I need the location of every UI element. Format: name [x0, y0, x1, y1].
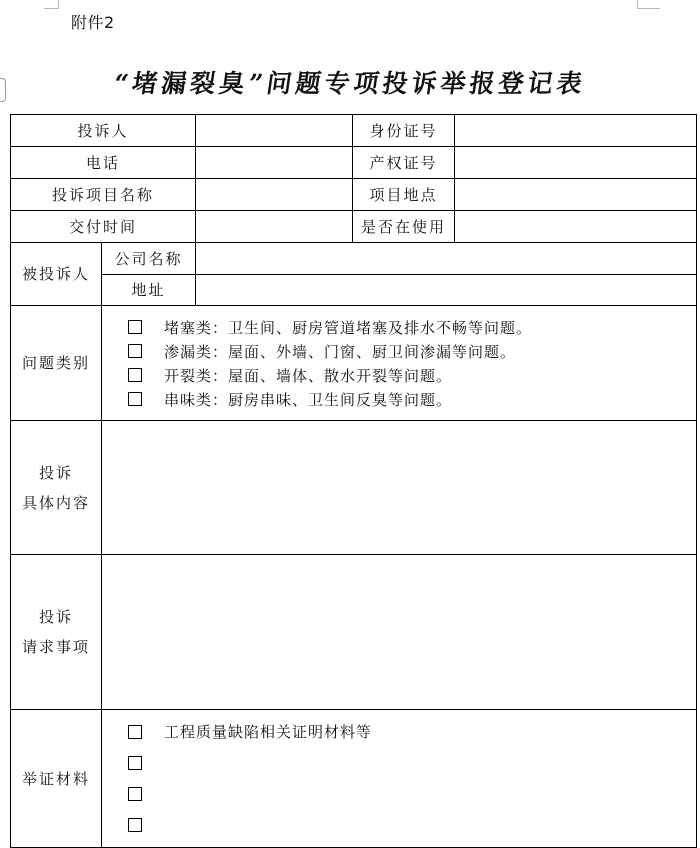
- delivery-time-label: 交付时间: [11, 211, 196, 243]
- complaint-content-label-line1: 投诉: [38, 463, 73, 482]
- evidence-option[interactable]: [128, 778, 696, 809]
- checkbox[interactable]: [128, 368, 142, 382]
- complaint-content-label-line2: 具体内容: [21, 493, 90, 512]
- checkbox[interactable]: [128, 787, 142, 801]
- problem-option[interactable]: [128, 363, 696, 387]
- form-row-problem-category: [11, 306, 697, 421]
- id-number-field[interactable]: [455, 115, 697, 147]
- problem-option[interactable]: [128, 315, 696, 339]
- evidence-option[interactable]: [128, 809, 696, 840]
- form-row-delivery: [11, 211, 697, 243]
- form-row-complainant: [11, 115, 697, 147]
- problem-option[interactable]: [128, 387, 696, 411]
- problem-option-text: 堵塞类：卫生间、厨房管道堵塞及排水不畅等问题。: [164, 318, 533, 337]
- problem-option-text: 开裂类：屋面、墙体、散水开裂等问题。: [164, 366, 453, 385]
- complainant-label: 投诉人: [11, 115, 196, 147]
- complaint-request-label-line1: 投诉: [38, 608, 73, 626]
- evidence-option[interactable]: [128, 747, 696, 778]
- checkbox[interactable]: [128, 320, 142, 334]
- complaint-content-field[interactable]: [102, 421, 697, 555]
- checkbox[interactable]: [128, 725, 142, 739]
- property-cert-field[interactable]: [455, 147, 697, 179]
- project-location-field[interactable]: [455, 179, 697, 211]
- checkbox[interactable]: [128, 756, 142, 770]
- form-row-complaint-content: [11, 421, 697, 555]
- form-row-address: [11, 275, 697, 306]
- address-field[interactable]: [196, 275, 697, 306]
- property-cert-label: 产权证号: [353, 147, 455, 179]
- page-corner-mark-right: [637, 0, 660, 9]
- complaint-request-label: [11, 555, 102, 710]
- complaint-request-field[interactable]: [102, 555, 697, 710]
- attachment-label: 附件2: [71, 13, 115, 32]
- evidence-label: 举证材料: [11, 710, 102, 848]
- problem-option-text: 渗漏类：屋面、外墙、门窗、厨卫间渗漏等问题。: [164, 342, 517, 361]
- project-name-label: 投诉项目名称: [11, 179, 196, 211]
- problem-option[interactable]: [128, 339, 696, 363]
- phone-label: 电话: [11, 147, 196, 179]
- form-row-phone: [11, 147, 697, 179]
- problem-option-text: 串味类：厨房串味、卫生间反臭等问题。: [164, 390, 453, 409]
- project-location-label: 项目地点: [353, 179, 455, 211]
- respondent-label: 被投诉人: [11, 243, 102, 306]
- page-title: “堵漏裂臭”问题专项投诉举报登记表: [111, 69, 588, 98]
- checkbox[interactable]: [128, 392, 142, 406]
- evidence-option-text: 工程质量缺陷相关证明材料等: [164, 723, 373, 741]
- form-row-project: [11, 179, 697, 211]
- problem-options: [102, 306, 697, 421]
- company-name-label: 公司名称: [102, 243, 196, 275]
- page-corner-mark-left: [44, 0, 59, 9]
- in-use-field[interactable]: [455, 211, 697, 243]
- in-use-label: 是否在使用: [353, 211, 455, 243]
- checkbox[interactable]: [128, 818, 142, 832]
- problem-category-label: 问题类别: [11, 306, 102, 421]
- company-name-field[interactable]: [196, 243, 697, 275]
- project-name-field[interactable]: [196, 179, 353, 211]
- form-row-evidence: [11, 710, 697, 848]
- address-label: 地址: [102, 275, 196, 306]
- complaint-content-label: [11, 421, 102, 555]
- evidence-option[interactable]: [128, 716, 696, 747]
- checkbox[interactable]: [128, 344, 142, 358]
- delivery-time-field[interactable]: [196, 211, 353, 243]
- phone-field[interactable]: [196, 147, 353, 179]
- form-row-company: [11, 243, 697, 275]
- form-row-complaint-request: [11, 555, 697, 710]
- evidence-options: [102, 710, 697, 848]
- id-number-label: 身份证号: [353, 115, 455, 147]
- complainant-field[interactable]: [196, 115, 353, 147]
- complaint-request-label-line2: 请求事项: [21, 638, 90, 656]
- complaint-form-table: [10, 114, 697, 848]
